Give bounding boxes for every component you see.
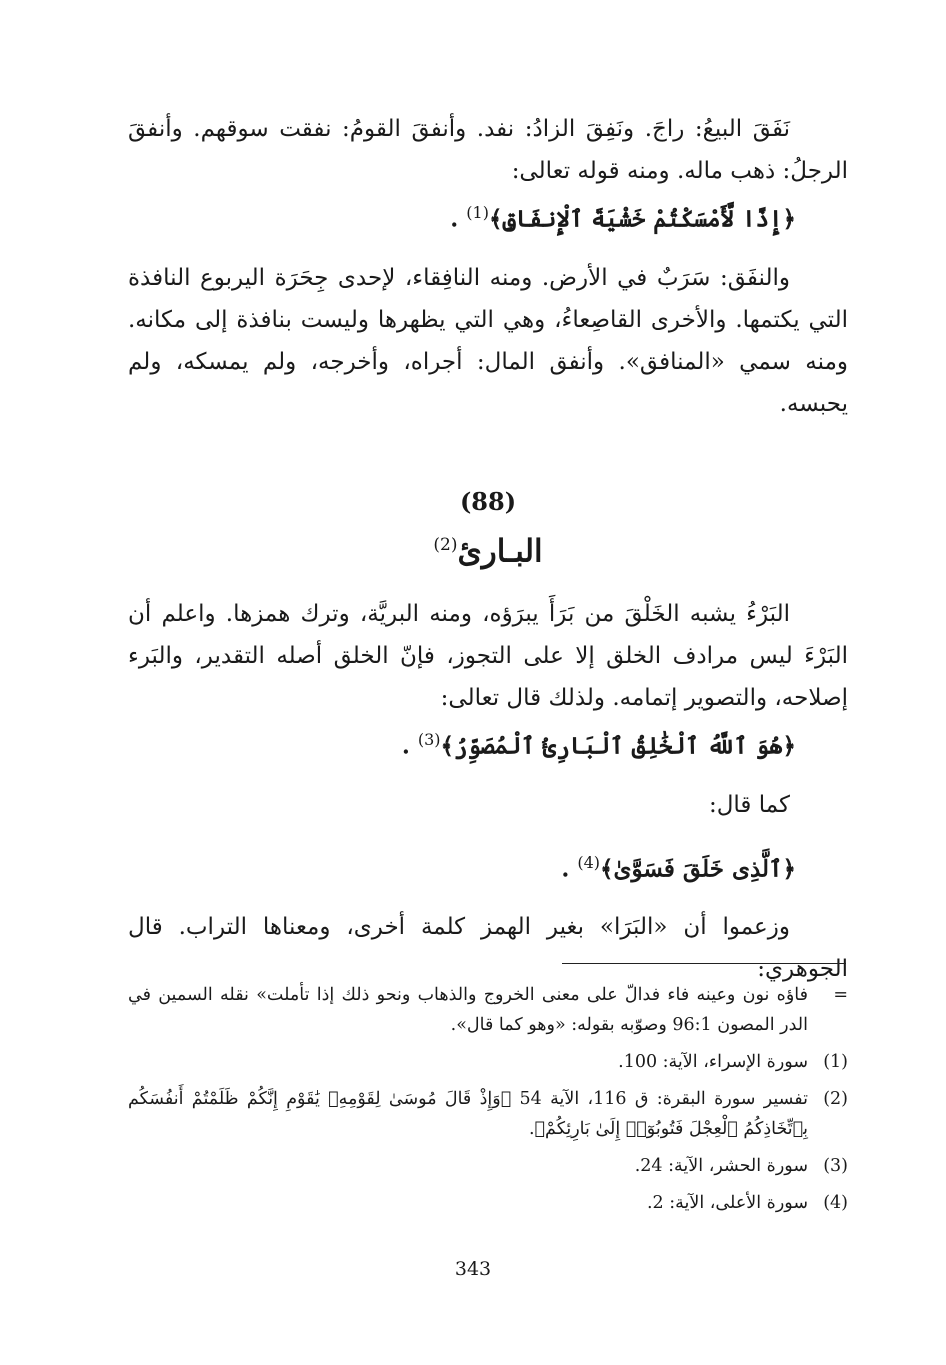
footnote-text: سورة الحشر، الآية: 24. [634,1156,808,1176]
footnote-text: فاؤه نون وعينه فاء فدالّ على معنى الخروج والذهاب ونحو ذلك إذا تأملت» نقله السمين في الدر المصون 96:1 وصوّبه بقوله: «وهو كما قال». [128,985,808,1035]
footnote-item [128,1188,848,1218]
footnote-ref-2: (2) [433,534,458,555]
footnotes [128,980,848,1218]
verse-end: . [401,732,410,760]
footnote-text: تفسير سورة البقرة: ق 116، الآية 54 ﴿وَإِذْ قَالَ مُوسَىٰ لِقَوْمِهِۦ يَٰقَوْمِ إِنَّكُمْ ظَلَمْتُمْ أَنفُسَكُم بِٱتِّخَاذِكُمُ ٱلْعِجْلَ فَتُوبُوٓا۟ إِلَىٰ بَارِئِكُمْ﴾. [128,1089,808,1139]
quran-verse-ala [128,842,848,891]
footnote-mark: (3) [823,1156,848,1176]
footnote-mark: (1) [823,1052,848,1072]
page-number: 343 [454,1258,492,1280]
verse-text: ﴿ٱلَّذِى خَلَقَ فَسَوَّىٰ﴾ [600,855,796,883]
footnote-divider [562,963,846,964]
footnote-continuation [128,980,848,1040]
entry-title-text: البـارئ [457,532,543,569]
footnote-text: سورة الإسراء، الآية: 100. [618,1052,808,1072]
footnote-item [128,1084,848,1144]
paragraph-bara-turab: وزعموا أن «البَرَا» بغير الهمز كلمة أخرى، ومعناها التراب. قال الجوهري: [128,914,848,983]
paragraph-nafaq-meanings: نَفَقَ البيعُ: راجَ. ونَفِقَ الزادُ: نفد. وأنفقَ القومُ: نفقت سوقهم. وأنفقَ الرجلُ: ذهب ماله. ومنه قوله تعالى: [128,116,848,184]
footnote-ref-3: (3) [417,729,441,749]
verse-end: . [561,855,570,883]
quran-verse-isra [128,192,848,241]
paragraph-nafaq-tunnel: والنفَق: سَرَبٌ في الأرض. ومنه النافِقاء، لإحدى جِحَرَة اليربوع النافذة التي يكتمها. والأخرى القاصِعاءُ، وهي التي يظهرها وليست بنافذة إلى مكانه. ومنه سمي «المنافق». وأنفق المال: أجراه، وأخرجه، ولم يمسكه، ولم يحبسه. [128,264,848,417]
paragraph-bar-meaning: البَرْءُ يشبه الخَلْقَ من بَرَأَ يبرَؤه، ومنه البريَّة، وترك همزها. واعلم أن البَرْءَ ليس مرادف الخلق إلا على التجوز، فإنّ الخلق أصله التقدير، والبَرء إصلاحه، والتصوير إتمامه. ولذلك قال تعالى: [128,600,848,711]
footnote-mark: (4) [823,1193,848,1213]
main-text [128,108,848,990]
entry-number: (88) [459,486,517,516]
footnote-item [128,1047,848,1077]
footnote-mark: = [833,985,848,1005]
quran-verse-hashr [128,719,848,768]
footnote-text: سورة الأعلى، الآية: 2. [646,1193,808,1213]
verse-text: ﴿هُوَ ٱللَّهُ ٱلْخَٰلِقُ ٱلْبَارِئُ ٱلْمُصَوِّرُ﴾ [440,732,796,760]
verse-end: . [450,205,459,233]
footnote-item [128,1151,848,1181]
footnote-mark: (2) [823,1089,848,1109]
footnote-ref-1: (1) [466,203,489,222]
footnote-ref-4: (4) [577,852,601,872]
verse-text: ﴿إِذًا لَّأَمْسَكْتُمْ خَشْيَةَ ٱلْإِنفَاقِ﴾ [488,205,796,233]
entry-title [128,525,848,571]
paragraph-as-said: كما قال: [708,791,790,818]
